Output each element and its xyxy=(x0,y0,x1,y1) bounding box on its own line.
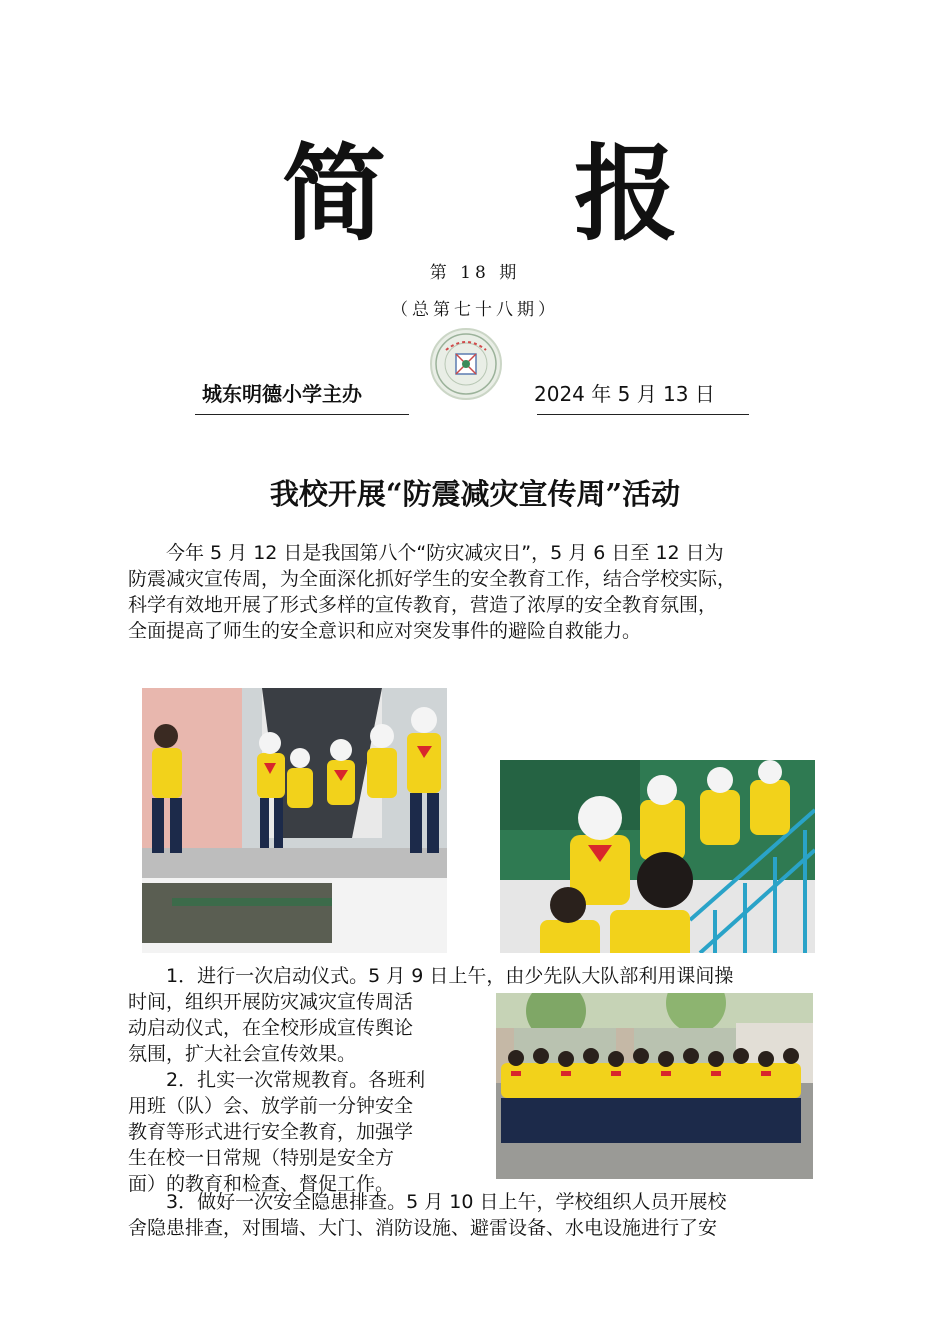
photo-stairwell-evacuation xyxy=(500,760,815,953)
section-3-paragraph xyxy=(128,1189,726,1241)
issue-date: 2024 年 5 月 13 日 xyxy=(534,382,715,406)
school-seal-graphic xyxy=(432,330,500,398)
wrap-line: 教育等形式进行安全教育，加强学 xyxy=(128,1121,414,1143)
intro-paragraph xyxy=(128,540,736,644)
masthead-title-char-2: 报 xyxy=(574,132,679,255)
article-headline: 我校开展“防震减灾宣传周”活动 xyxy=(269,477,681,511)
wrap-line: 氛围，扩大社会宣传效果。 xyxy=(128,1043,357,1065)
total-issue-number: （总第七十八期） xyxy=(391,300,559,320)
organizer-underline xyxy=(195,414,409,415)
tail-line: 舍隐患排查，对围墙、大门、消防设施、避雷设备、水电设施进行了安 xyxy=(128,1217,718,1239)
wrap-line: 面）的教育和检查、督促工作。 xyxy=(128,1173,395,1195)
masthead-title-char-1: 简 xyxy=(282,132,387,255)
wrap-line: 用班（队）会、放学前一分钟安全 xyxy=(128,1095,414,1117)
photo-playground-assembly xyxy=(496,993,813,1179)
section-1-line: 1．进行一次启动仪式。5 月 9 日上午，由少先队大队部利用课间操 xyxy=(128,965,734,987)
intro-line: 全面提高了师生的安全意识和应对突发事件的避险自救能力。 xyxy=(128,620,642,642)
wrap-line: 生在校一日常规（特别是安全方 xyxy=(128,1147,395,1169)
tail-line: 3．做好一次安全隐患排查。5 月 10 日上午，学校组织人员开展校 xyxy=(128,1191,727,1213)
issue-number: 第 18 期 xyxy=(429,263,521,283)
intro-line: 今年 5 月 12 日是我国第八个“防灾减灾日”，5 月 6 日至 12 日为 xyxy=(128,542,724,564)
organizer: 城东明德小学主办 xyxy=(202,382,362,406)
wrap-line: 时间，组织开展防灾减灾宣传周活 xyxy=(128,991,414,1013)
photo-classroom-evacuation xyxy=(142,688,447,953)
intro-line: 防震减灾宣传周，为全面深化抓好学生的安全教育工作，结合学校实际， xyxy=(128,568,737,590)
wrapped-paragraph xyxy=(128,989,425,1197)
date-underline xyxy=(537,414,749,415)
intro-line: 科学有效地开展了形式多样的宣传教育，营造了浓厚的安全教育氛围， xyxy=(128,594,718,616)
wrap-line: 2．扎实一次常规教育。各班利 xyxy=(128,1069,426,1091)
school-seal-icon xyxy=(430,328,502,400)
wrap-line: 动启动仪式，在全校形成宣传舆论 xyxy=(128,1017,414,1039)
